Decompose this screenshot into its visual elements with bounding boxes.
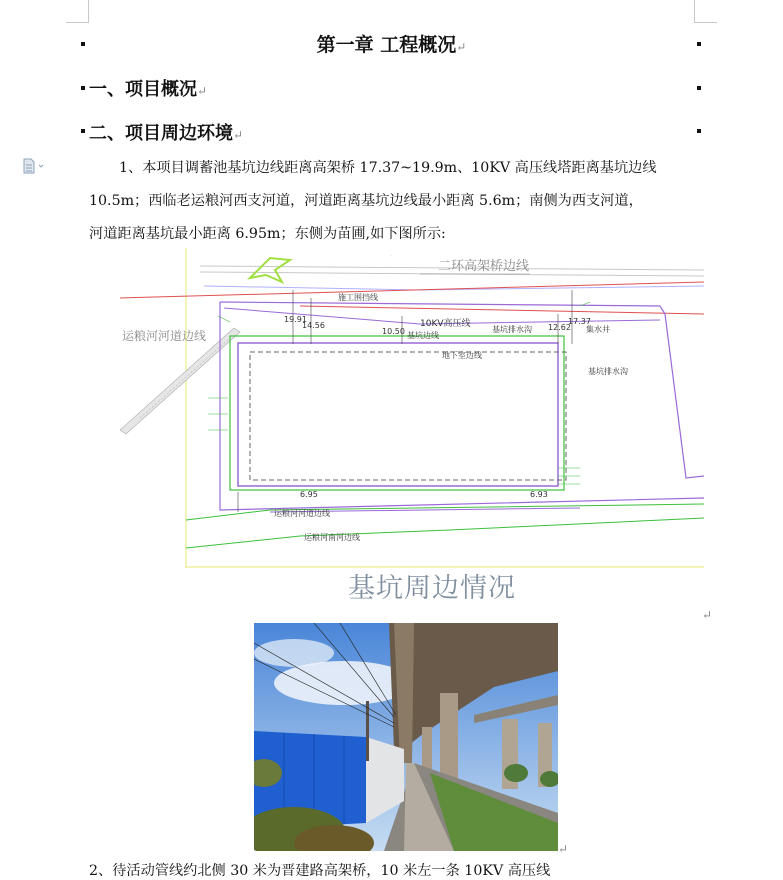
red-boundary-line — [120, 282, 704, 298]
bridge-edge-line — [204, 286, 704, 290]
drawing-caption — [348, 566, 516, 605]
label-pit-drain-right: 基坑排水沟 — [588, 367, 628, 376]
drawing-caption-text: 基坑周边情况 — [348, 573, 516, 604]
paragraph-bullet — [81, 86, 85, 90]
site-photo-drawing — [254, 623, 558, 851]
paragraph-2-partial — [89, 860, 550, 880]
fence-line — [220, 302, 660, 306]
dimension-label: 6.93 — [530, 490, 548, 499]
label-hv-line: 10KV高压线 — [420, 319, 471, 329]
drawing-note: · — [390, 253, 392, 260]
north-arrow-icon — [250, 258, 290, 282]
pit-drain-line — [230, 336, 564, 490]
red-boundary-line — [300, 306, 704, 314]
paragraph-mark: ↵ — [558, 842, 569, 856]
fence-line — [220, 302, 704, 510]
page-corner-mark — [694, 0, 717, 23]
paragraph-2-text: 2、待活动管线约北侧 30 米为晋建路高架桥，10 米左一条 10KV 高压线 — [89, 863, 551, 879]
underground-wall-line — [250, 352, 566, 480]
dimension-label: 17.37 — [568, 317, 591, 326]
east-boundary-line — [660, 306, 704, 478]
label-west-river: 运粮河河道边线 — [122, 329, 207, 343]
cloud — [254, 639, 334, 667]
west-river-bank — [120, 328, 240, 434]
paragraph-line: 河道距离基坑最小距离 6.95m；东侧为苗圃,如下图所示: — [89, 226, 446, 242]
section-heading-surroundings: 二、项目周边环境↵ — [89, 123, 244, 144]
label-south-river-2: 运粮河南河边线 — [304, 533, 360, 542]
label-sump: 集水井 — [586, 325, 610, 334]
utility-pole — [366, 701, 369, 761]
south-river-line — [186, 504, 704, 520]
pit-edge-line — [238, 343, 558, 486]
label-pit-edge: 基坑边线 — [407, 331, 439, 340]
document-icon[interactable] — [22, 158, 48, 178]
chapter-title: 第一章 工程概况↵ — [316, 34, 467, 56]
dimension-label: 14.56 — [302, 321, 325, 330]
paragraph-bullet — [697, 129, 701, 133]
label-pit-drain-top: 基坑排水沟 — [492, 325, 532, 334]
site-plan-drawing — [120, 248, 704, 568]
dimension-label: 19.91 — [284, 315, 307, 324]
dimension-label: 6.95 — [300, 490, 318, 499]
paragraph-bullet — [697, 86, 701, 90]
label-fence: 施工围挡线 — [338, 293, 378, 302]
dimension-label: 12.62 — [548, 323, 571, 332]
label-underground-wall: 地下室边线 — [442, 351, 482, 360]
section-1-text: 一、项目概况 — [89, 79, 197, 100]
dimension-label: 10.50 — [382, 327, 405, 336]
south-river-line — [186, 518, 704, 548]
label-south-river-1: 运粮河河道边线 — [274, 509, 330, 518]
paragraph-surroundings — [89, 152, 699, 251]
tree — [504, 764, 528, 782]
page-corner-mark — [66, 0, 89, 23]
paragraph-line: 1、本项目调蓄池基坑边线距离高架桥 17.37~19.9m、10KV 高压线塔距离基坑边线 — [119, 160, 657, 176]
site-photo — [254, 623, 558, 851]
section-2-text: 二、项目周边环境 — [89, 123, 233, 144]
paragraph-line: 10.5m；西临老运粮河西支河道，河道距离基坑边线最小距离 5.6m；南侧为西支河道， — [89, 193, 643, 209]
label-elevated-bridge: 二环高架桥边线 — [438, 259, 530, 274]
section-heading-overview: 一、项目概况↵ — [89, 79, 208, 100]
chapter-title-text: 第一章 工程概况 — [316, 34, 457, 56]
paragraph-mark: ↵ — [702, 608, 713, 622]
paragraph-bullet — [81, 129, 85, 133]
